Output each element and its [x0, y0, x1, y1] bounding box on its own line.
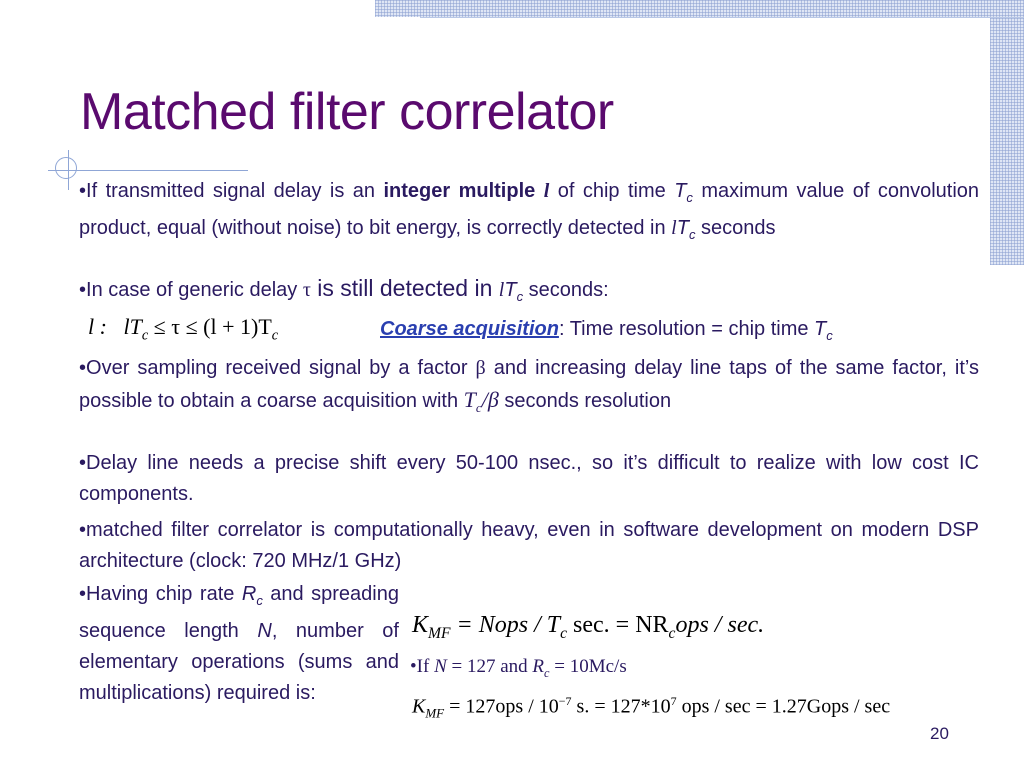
paragraph-delay-line: •Delay line needs a precise shift every 50-100 nsec., so it’s difficult to realize with low cost IC components. [79, 452, 979, 505]
paragraph-generic-delay: •In case of generic delay τ is still detected in $lT_c$ seconds: [79, 275, 609, 304]
coarse-acquisition-note: Coarse acquisition: Time resolution = chip time $T_c$ [380, 318, 833, 343]
right-grid-decoration [990, 0, 1024, 265]
operations-formula: $K_{MF}$ = Nops / $T_c$ sec. = $NR_cops$ / sec. [412, 612, 765, 642]
example-values-line: •If N = 127 and $R_c = 10Mc/s$ [410, 656, 627, 680]
page-number: 20 [930, 724, 949, 743]
top-grid-decoration [375, 0, 1024, 17]
paragraph-integer-delay: •If transmitted signal delay is an integer multiple l of chip time $T_c$ maximum value of convolution product, equal (without noise) to bit energy, is correctly detected in $lT_c$ seconds [79, 180, 980, 242]
title-rule-line [48, 170, 248, 171]
paragraph-oversampling: •Over sampling received signal by a factor β and increasing delay line taps of the same factor, it’s possible to obtain a coarse acquisition with $T_c/\beta$ seconds resolution [79, 357, 979, 415]
delay-range-formula: l : $lT_c \le \tau \le (l + 1)T_c$ [88, 314, 279, 344]
operations-result-formula: $K_{MF} = 127ops / 10^{-7}$ s. = $127*10^7$ ops / sec = 1.27Gops / sec [412, 694, 891, 721]
paragraph-chip-rate: •Having chip rate $R_c$ and spreading sequence length N, number of elementary operations (sums and multiplications) required is: [79, 583, 399, 704]
paragraph-computational-cost: •matched filter correlator is computationally heavy, even in software development on modern DSP architecture (clock: 720 MHz/1 GHz) [79, 519, 979, 572]
top-rule-line [420, 17, 1024, 18]
slide-title: Matched filter correlator [80, 83, 614, 141]
coarse-acquisition-label: Coarse acquisition [380, 318, 559, 340]
circle-ornament [55, 157, 77, 179]
